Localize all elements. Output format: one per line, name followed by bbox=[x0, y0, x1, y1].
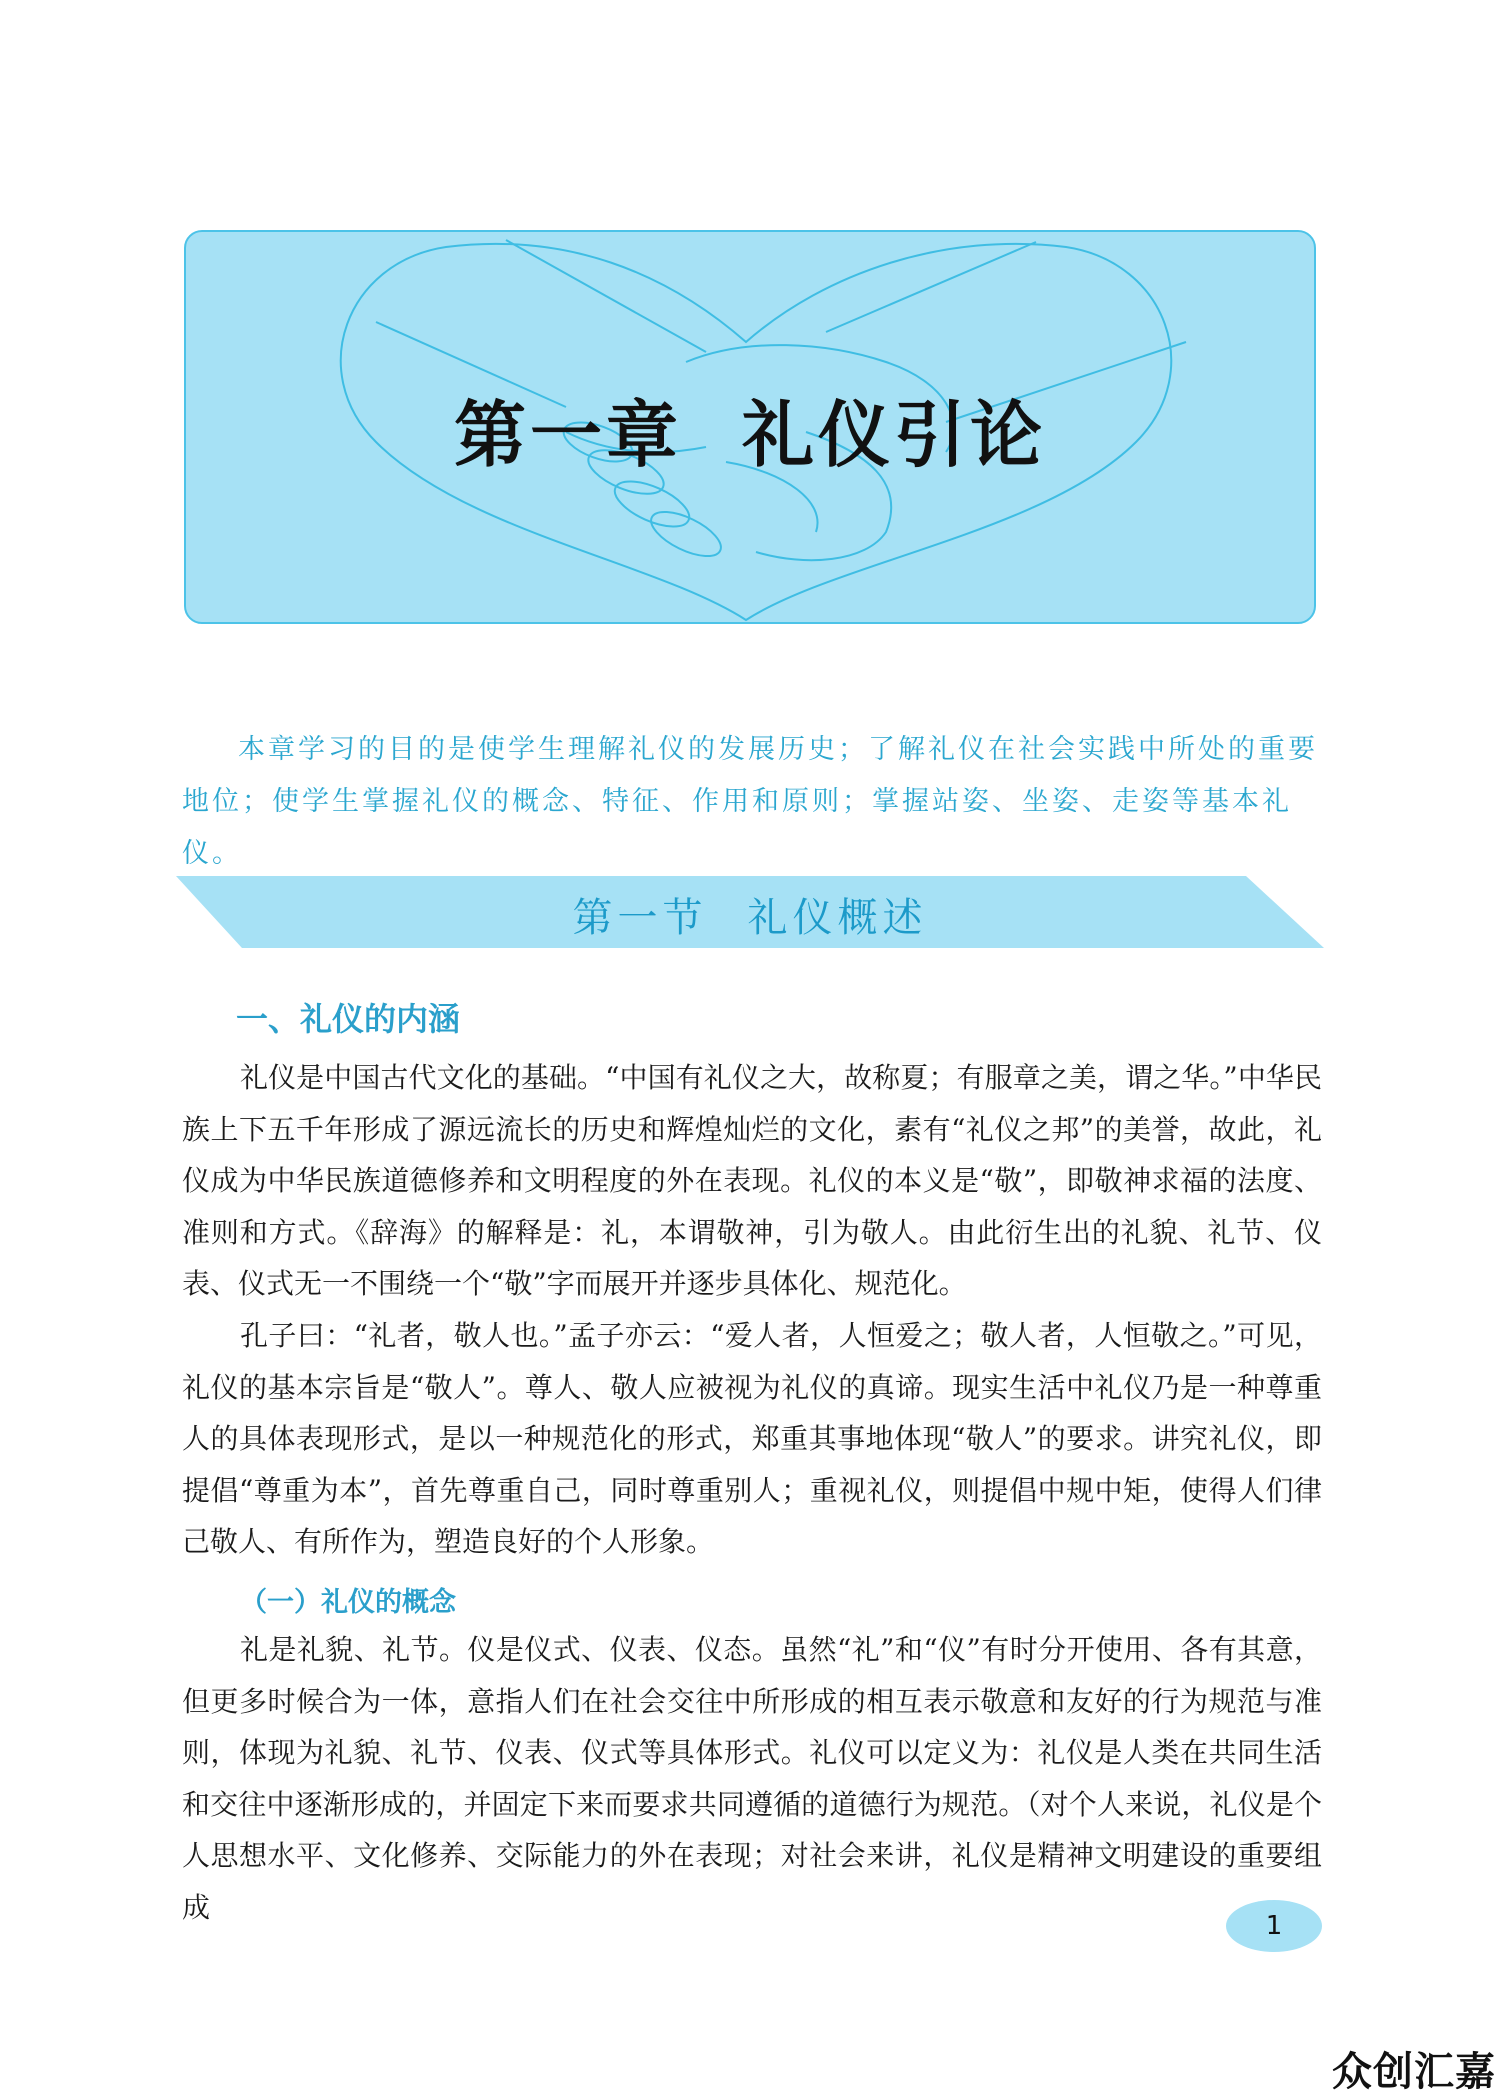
section-name: 礼仪概述 bbox=[747, 895, 928, 941]
chapter-label: 第一章 bbox=[453, 392, 682, 477]
chapter-banner bbox=[184, 230, 1316, 624]
page-number: 1 bbox=[1226, 1900, 1322, 1952]
heading-connotation: 一、礼仪的内涵 bbox=[236, 1000, 461, 1038]
heading-concept: （一）礼仪的概念 bbox=[240, 1587, 456, 1618]
paragraph-2: 孔子曰：“礼者，敬人也。”孟子亦云：“爱人者，人恒爱之；敬人者，人恒敬之。”可见，礼仪的基本宗旨是“敬人”。尊人、敬人应被视为礼仪的真谛。现实生活中礼仪乃是一种尊重人的具体表现形式，是以一种规范化的形式，郑重其事地体现“敬人”的要求。讲究礼仪，即提倡“尊重为本”，首先尊重自己，同时尊重别人；重视礼仪，则提倡中规中矩，使得人们律己敬人、有所作为，塑造良好的个人形象。 bbox=[182, 1319, 1322, 1558]
section-label: 第一节 bbox=[572, 895, 708, 941]
chapter-title bbox=[186, 377, 1314, 481]
chapter-name: 礼仪引论 bbox=[742, 392, 1047, 477]
section-banner bbox=[176, 876, 1324, 948]
section-title bbox=[176, 886, 1324, 943]
paragraph-1: 礼仪是中国古代文化的基础。“中国有礼仪之大，故称夏；有服章之美，谓之华。”中华民族上下五千年形成了源远流长的历史和辉煌灿烂的文化，素有“礼仪之邦”的美誉，故此，礼仪成为中华民族道德修养和文明程度的外在表现。礼仪的本义是“敬”，即敬神求福的法度、准则和方式。《辞海》的解释是：礼，本谓敬神，引为敬人。由此衍生出的礼貌、礼节、仪表、仪式无一不围绕一个“敬”字而展开并逐步具体化、规范化。 bbox=[182, 1061, 1322, 1300]
paragraph-3: 礼是礼貌、礼节。仪是仪式、仪表、仪态。虽然“礼”和“仪”有时分开使用、各有其意，但更多时候合为一体，意指人们在社会交往中所形成的相互表示敬意和友好的行为规范与准则，体现为礼貌、礼节、仪表、仪式等具体形式。礼仪可以定义为：礼仪是人类在共同生活和交往中逐渐形成的，并固定下来而要求共同遵循的道德行为规范。（对个人来说，礼仪是个人思想水平、文化修养、交际能力的外在表现；对社会来讲，礼仪是精神文明建设的重要组成 bbox=[182, 1633, 1322, 1924]
chapter-objective: 本章学习的目的是使学生理解礼仪的发展历史；了解礼仪在社会实践中所处的重要地位；使学生掌握礼仪的概念、特征、作用和原则；掌握站姿、坐姿、走姿等基本礼仪。 bbox=[182, 734, 1318, 869]
watermark-text: 众创汇嘉 bbox=[1332, 2049, 1496, 2095]
